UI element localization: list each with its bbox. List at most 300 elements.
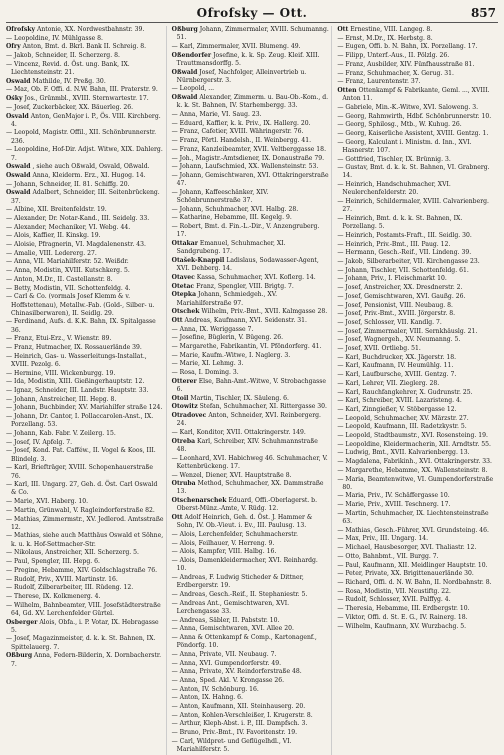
directory-entry xyxy=(6,113,164,129)
directory-entry xyxy=(6,61,164,77)
directory-entry xyxy=(337,319,496,327)
entry-details: — Josefine, Büglerin, V. Bügeng. 26. xyxy=(171,334,284,342)
entry-details: — Franz, Cafetier, XVIII. Währingerstr. 76. xyxy=(171,128,304,136)
entry-details: — Josef, Zimmermaler, VIII. Sernkhäuslg. 21. xyxy=(337,327,478,335)
directory-entry xyxy=(337,181,496,197)
entry-details: — Alexander, Mechaniker, VI. Webg. 44. xyxy=(6,223,131,231)
directory-entry xyxy=(172,352,330,360)
entry-details: Ernestine, VIII. Langeg. 8. xyxy=(350,26,433,33)
entry-details: — Karl, Laufbursche, XVIII. Gentzg. 7. xyxy=(337,371,457,379)
entry-details: — Franz, Hutmacher, IX. Rossauerlände 39. xyxy=(6,344,142,352)
entry-details: — Anna, Modistin, XVIII. Kutschkerg. 5. xyxy=(6,267,130,275)
entry-details: — Karl, Rauchfangkehrer, X. Gudrunstr. 25. xyxy=(337,388,473,396)
directory-entry xyxy=(6,232,164,240)
directory-entry xyxy=(337,371,496,379)
entry-details: — Michael, Hausbesorger, XVI. Thaliastr. 12. xyxy=(337,544,477,552)
directory-entry xyxy=(172,172,330,188)
entry-details: — Josef, XVII. Ortliebg. 51. xyxy=(337,345,421,353)
entry-surname: Otten xyxy=(337,86,357,94)
directory-entry xyxy=(337,389,496,397)
directory-entry xyxy=(6,652,164,668)
directory-entry xyxy=(337,614,496,622)
entry-details: — Marie, Priv., XVIII. Teschnerg. 17. xyxy=(337,501,451,509)
entry-details: — Anna, Private, VII. Neubaug. 7. xyxy=(171,650,277,658)
entry-details: Anton, GenMajor i. P., Ös. VIII. Kirchberg. 4. xyxy=(11,112,161,128)
entry-details: — Johann, Anstreicher, III. Hepg. 8. xyxy=(6,395,117,403)
directory-entry xyxy=(172,738,330,754)
directory-entry xyxy=(172,617,330,625)
entry-details: — Franz, Etui-Erz., V. Wienstr. 89. xyxy=(6,335,112,343)
directory-entry xyxy=(6,215,164,223)
entry-details: — Vincenz, Revid. d. Öst. ung. Bank, IX. Liechtensteinstr. 21. xyxy=(6,60,130,77)
directory-entry xyxy=(337,139,496,155)
entry-details: — Josef, Anstreicher, XX. Dresdnerstr. 2. xyxy=(337,284,463,292)
directory-entry xyxy=(172,369,330,377)
entry-details: — Johann, Schneider, II. 81. Schiffg. 20. xyxy=(6,180,130,188)
entry-details: — Leopold, ... xyxy=(171,85,215,93)
directory-entry xyxy=(172,155,330,163)
entry-details: — Marie, XI. Lehmg. 3. xyxy=(171,360,244,368)
entry-details: — Theresia, Hebamme, III. Erdbergstr. 10. xyxy=(337,605,470,613)
entry-details: — Leonhard, XVI. Habichweg 46. Schuhmacher, V. Kettenbrückeng. 17. xyxy=(171,454,328,470)
entry-details: — Leopoldine, Hof-Dir. Adjst. Witwe, XIX. Dahlerg. 7. xyxy=(6,146,163,162)
directory-entry xyxy=(337,284,496,292)
entry-details: — Anna, VII. Mariahilferstr. 52. Weißdr. xyxy=(6,258,129,266)
entry-details: — Peter, Private, XX. Brigittenauerlände 30. xyxy=(337,570,474,578)
directory-entry xyxy=(337,553,496,561)
directory-entry xyxy=(172,308,330,316)
directory-entry xyxy=(172,274,330,282)
entry-details: — Anton, Kaufmann, XII. Steinhauserg. 20. xyxy=(171,703,306,711)
directory-entry xyxy=(172,634,330,650)
directory-entry xyxy=(172,395,330,403)
entry-details: — Alois, Kampfer, VIII. Halbg. 16. xyxy=(171,548,277,556)
directory-entry xyxy=(172,378,330,394)
directory-entry xyxy=(172,257,330,273)
directory-entry xyxy=(337,328,496,336)
directory-entry xyxy=(172,291,330,307)
directory-entry xyxy=(6,146,164,162)
directory-entry xyxy=(337,345,496,353)
entry-details: Josef, Nachfolger, Alleinvertrieb u. Nürnbergerstr. 3. xyxy=(176,68,307,84)
entry-details: — Ludwig, Bmt., XVII. Kalvarienbergg. 13. xyxy=(337,449,470,457)
directory-entry xyxy=(6,549,164,557)
entry-details: — Josef, IV. Apfelg. 7. xyxy=(6,438,73,446)
entry-surname: Ott xyxy=(171,514,183,522)
directory-entry xyxy=(337,397,496,405)
entry-details: — Nikolaus, Anstreicher, XII. Scherzerg. 5. xyxy=(6,549,139,557)
entry-details: Alois, Obfa., i. P. Votar, IX. Hebragasse 5. xyxy=(11,618,159,634)
directory-entry xyxy=(172,403,330,411)
entry-details: — Eduard, Kaffier, k. k. Priv., IX. Hallerg. 20. xyxy=(171,119,311,127)
directory-entry xyxy=(6,498,164,506)
directory-entry xyxy=(6,43,164,51)
directory-entry xyxy=(172,686,330,694)
entry-details: — Leopold, Magistr. Offil., XII. Schönbrunnerstr. 236. xyxy=(6,129,157,145)
entry-details: Johann, Schmiedgeh., XV. Mariahilferstraße 97. xyxy=(176,291,278,307)
entry-details: Anton, Bmt. d. Bkrl. Bank II. Schreig. 8. xyxy=(22,43,147,51)
directory-entry xyxy=(6,163,164,171)
directory-entry xyxy=(337,432,496,440)
directory-entry xyxy=(6,567,164,575)
entry-surname: Oßendorfer xyxy=(171,51,212,59)
entry-surname: Otoil xyxy=(171,394,189,402)
entry-details: — Wilhelm, Bahnbeamter, VIII. Josefstädterstraße 64, Gd. XV. Lerchenfelder Gürtel. xyxy=(6,601,161,617)
directory-entry xyxy=(172,497,330,513)
entry-details: — Johann, Schuhmacher, XVI. Halbg. 28. xyxy=(171,205,299,213)
directory-entry xyxy=(172,283,330,291)
directory-entry xyxy=(6,532,164,548)
entry-details: — Marie, XVI. Haberg. 10. xyxy=(6,498,89,506)
entry-details: — Maria, Priv., IV. Schäffergasse 10. xyxy=(337,492,450,500)
directory-entry xyxy=(172,137,330,145)
entry-details: — Alois, Feilhauer, V. Herreng. 9. xyxy=(171,539,275,547)
entry-details: — Leopold, Kaufmann, III. Radetzkystr. 5. xyxy=(337,423,467,431)
entry-details: — Karl, III. Ungarg. 27, Geh. d. Öst. Carl Oswald & Co. xyxy=(6,481,158,497)
directory-entry xyxy=(172,94,330,110)
directory-entry xyxy=(6,507,164,515)
directory-entry xyxy=(337,241,496,249)
entry-details: Andreas, Kaufmann, XVI. Seidenstr. 31. xyxy=(184,316,307,324)
directory-entry xyxy=(172,651,330,659)
directory-entry xyxy=(337,293,496,301)
entry-surname: Oswald xyxy=(6,77,31,85)
directory-entry xyxy=(172,52,330,68)
entry-details: — Marie, Kaufm.-Witwe, I. Naglerg. 3. xyxy=(171,351,291,359)
directory-entry xyxy=(337,588,496,596)
entry-details: — Rudolf, Schlosser, XVII. Palffyg. 4. xyxy=(337,596,451,604)
entry-details: — Josef, Wagnergeh., XV. Neumanng. 5. xyxy=(337,336,461,344)
directory-entry xyxy=(172,343,330,351)
directory-entry xyxy=(337,579,496,587)
entry-details: — Viktor, Offi. d. St. E. G., IV. Rainerg. 18. xyxy=(337,613,468,621)
directory-entry xyxy=(337,605,496,613)
directory-entry xyxy=(337,535,496,543)
entry-details: — Georg, Rahmwirth, Hdbf. Schönbrunnerstr. 10. xyxy=(337,112,492,120)
directory-entry xyxy=(172,729,330,737)
directory-entry xyxy=(6,26,164,34)
entry-details: — Johann, Kaffeeschänker, XIV. Schönbrunnerstraße 37. xyxy=(171,188,269,205)
entry-details: — Eugen, Offi. b. N. Bahn, IX. Porzellang. 17. xyxy=(337,43,478,51)
entry-details: — Carl & Co. (vormals Josef Klemm & v. Hoffstettenau), Metallw.-Fab. (Gold-, Silber- u. Chinasilberwaren), II. Seidlg. 29. xyxy=(6,293,155,317)
entry-surname: Ofry xyxy=(6,43,21,51)
entry-surname: Ottakar xyxy=(171,240,198,248)
entry-details: Antonie, XX. Nordwestbahnstr. 39. xyxy=(36,26,145,33)
entry-details: — Leopoldine, IV. Mühlgasse 8. xyxy=(6,34,103,42)
directory-entry xyxy=(172,455,330,471)
directory-entry xyxy=(172,85,330,93)
directory-entry xyxy=(6,129,164,145)
entry-details: — Gabriele, Min.-K.-Witwe, XVI. Saloweng. 3. xyxy=(337,103,479,111)
entry-details: — Karl, Lehrer, VII. Zieglerg. 28. xyxy=(337,379,440,387)
entry-details: Johann, Zimmermaler, XVIII. Schumanng. 51. xyxy=(176,26,329,42)
entry-details: — Josef, Zuckerbäcker, XX. Bäuerleg. 26. xyxy=(6,103,134,111)
directory-entry xyxy=(172,720,330,728)
entry-details: — Ferdinand, Aufs. d. K.K. Bahn, IX. Spitalgasse 36. xyxy=(6,318,156,334)
entry-details: — Anna, Private, XV. Reindorferstraße 48. xyxy=(171,668,302,676)
directory-entry xyxy=(172,472,330,480)
entry-details: — Leopold, Stadtbaumstr., XVI. Rosensteing. 19. xyxy=(337,432,488,440)
entry-details: Franz, Spengler, VIII. Brigtg. 7. xyxy=(196,282,294,290)
entry-details: — Rosa, I. Doming. 3. xyxy=(171,369,239,377)
entry-details: — Paul, Spengler, III. Hepg. 6. xyxy=(6,558,100,566)
entry-details: — Georg, Kaiserliche Assistent, XVIII. Gentzg. 1. xyxy=(337,129,489,137)
entry-details: — Anton, Kohlen-Verschleißer, I. Krugerstr. 8. xyxy=(171,711,313,719)
directory-entry xyxy=(6,276,164,284)
directory-entry xyxy=(6,318,164,334)
entry-details: Else, Bahn-Amt.-Witwe, V. Strobachgasse 6. xyxy=(176,377,326,394)
directory-entry xyxy=(6,516,164,532)
directory-entry xyxy=(6,344,164,352)
directory-entry xyxy=(172,26,330,42)
directory-entry xyxy=(172,660,330,668)
directory-entry xyxy=(172,360,330,368)
directory-entry xyxy=(337,121,496,129)
directory-entry xyxy=(6,172,164,180)
directory-entry xyxy=(6,464,164,480)
entry-details: — Karl, Briefträger, XVIII. Schopenhauerstraße 76. xyxy=(6,464,154,480)
directory-entry xyxy=(337,198,496,214)
entry-details: — Andreas, Gesch.-Reif., II. Stephaniestr. 5. xyxy=(171,590,308,598)
entry-details: — Rosa, Modistin, VII. Neustiftg. 22. xyxy=(337,587,451,595)
entry-details: — Filipp, Unterf.-Aus., II. Pölzlg. 26. xyxy=(337,52,450,60)
entry-details: — Franz, Laurentenstr. 37. xyxy=(337,78,421,86)
entry-details: Alexander, Zimmerm. u. Bau-Ob.-Kom., d. k. k. St. Bahnen, IV. Starhembergg. 33. xyxy=(176,94,329,110)
directory-entry xyxy=(6,370,164,378)
directory-entry xyxy=(337,458,496,466)
directory-entry xyxy=(6,481,164,497)
entry-details: — Ernst, M.Dr., IX. Herbstg. 8. xyxy=(337,34,433,42)
directory-entry xyxy=(172,712,330,720)
entry-details: — Martin, Grünwabl, V. Ragleindorferstraße 82. xyxy=(6,506,155,514)
directory-columns xyxy=(6,26,498,754)
entry-details: Adolf Heinrich, Geh. d. Öst. J. Hammer & Sohn, IV. Ob.-Vieut. i. Ev., III. Paulusg. 13. xyxy=(176,514,313,530)
directory-entry xyxy=(337,623,496,631)
entry-details: — Katharine, Hebamme, III. Kegelg. 9. xyxy=(171,214,292,222)
directory-entry xyxy=(6,181,164,189)
entry-surname: Oswald xyxy=(6,189,31,197)
entry-details: — Anton, IV. Schönburg. 16. xyxy=(171,685,259,693)
entry-details: Ottenkampf & Fabrikante, Geml. ..., XVIII. Anton 11. xyxy=(342,86,490,103)
directory-entry xyxy=(337,52,496,60)
entry-details: — Franz, Pörtl. Handelsh., II. Weinbergg. 41. xyxy=(171,137,312,145)
entry-surname: Ofrofsky xyxy=(6,26,36,33)
page-number: 857 xyxy=(470,6,496,20)
entry-surname: Ott xyxy=(171,316,183,324)
directory-entry xyxy=(6,413,164,429)
entry-details: — Margarethe, Hebamme, XX. Wallensteinstr. 8. xyxy=(337,466,488,474)
entry-details: Martin, Tischler, IX. Säuleng. 6. xyxy=(190,394,289,402)
entry-details: — Richard, Offi. d. N. W. Bahn, II. Nordbahnstr. 8. xyxy=(337,579,492,586)
entry-details: — Franz, Kanzleibeamter, XVII. Veltberggasse 18. xyxy=(171,145,327,153)
directory-entry xyxy=(172,146,330,154)
directory-entry xyxy=(172,240,330,256)
entry-details: — Anton, IX. Hahng. 6. xyxy=(171,694,243,702)
directory-entry xyxy=(6,387,164,395)
entry-details: Jos., Grünmbl., XVIII. Sternwartestr. 17. xyxy=(24,95,149,103)
directory-entry xyxy=(6,602,164,618)
entry-details: — Jakob, Schneider, II. Scherzerg. 8. xyxy=(6,52,120,60)
entry-details: — Gottfried, Tischler, IX. Brünnig. 3. xyxy=(337,155,451,163)
entry-surname: Oßburg xyxy=(6,652,33,660)
entry-details: — Anna, IX. Weriggasse 7. xyxy=(171,325,254,333)
entry-surname: Oswald xyxy=(6,171,31,179)
entry-details: — Carl, Wildpret- und Geflügelhdl., VI. Mariahilferstr. 5. xyxy=(171,737,292,754)
entry-surname: Otradovec xyxy=(171,412,207,420)
entry-details: — Rudolf, Zilberarbeiter, III. Rüdeng. 12. xyxy=(6,584,134,592)
entry-surname: Otowitz xyxy=(171,403,198,411)
entry-details: Anna, Kleiderm. Erz., XI. Hugog. 14. xyxy=(32,171,146,179)
entry-details: — Karl, Schreiber, XVIII. Lazaristeng. 4. xyxy=(337,397,462,405)
running-head: Ofrofsky — Ott. xyxy=(196,6,308,20)
entry-details: — Bruno, Priv.-Bmt., IV. Favoritenstr. 19. xyxy=(171,729,298,737)
directory-entry xyxy=(337,104,496,112)
entry-details: — Anna, Sped. Akl. V. Krongasse 26. xyxy=(171,676,285,684)
entry-details: — Josef, Pensionist, VIII. Neubaug. 8. xyxy=(337,301,453,309)
entry-details: — Andreas, F. Ludwig Sticheder & Dittner, Erdbergerstr. 19. xyxy=(171,574,304,590)
entry-details: — Josef, Gemischtwaren, XVI. Gaußg. 26. xyxy=(337,292,466,300)
directory-entry xyxy=(172,438,330,454)
entry-details: — Magdalena, Fabrikinh., XVI. Ottakringerstr. 33. xyxy=(337,458,492,466)
entry-details: — Hermann, Gesch.-Reif., VII. Lindeng. 39. xyxy=(337,249,472,257)
entry-surname: Oßwald xyxy=(171,68,198,76)
directory-entry xyxy=(172,214,330,222)
entry-details: — Ignaz, Schneider, III. Landstr. Hauptstr. 33. xyxy=(6,387,149,395)
entry-details: — Pregine, Hebamme, XIV. Goldschlagstraße 76. xyxy=(6,566,158,574)
entry-details: — Johann, Priv., I. Fleischmarkt 10. xyxy=(337,275,447,283)
entry-details: Stefan, Schuhmacher, XI. Rittergasse 30. xyxy=(199,403,327,411)
entry-details: — Heinrich, Priv.-Bmt., III. Paug. 12. xyxy=(337,240,451,248)
directory-entry xyxy=(337,258,496,266)
entry-details: — Johann, Gemischtwaren, XVI. Ottakringerstraße 47. xyxy=(171,171,329,188)
entry-surname: Otavec xyxy=(171,273,195,281)
directory-entry xyxy=(6,558,164,566)
entry-surname: Otterer xyxy=(171,377,197,385)
directory-entry xyxy=(6,447,164,463)
entry-details: — Anton, M.Dr., II. Castellanstr. 8. xyxy=(6,275,113,283)
directory-entry xyxy=(172,223,330,239)
entry-details: — Johann, Kab. Fabr. V. Zeilerg. 15. xyxy=(6,430,116,438)
directory-entry xyxy=(172,574,330,590)
entry-details: — Aloisie, Pfragnerin, VI. Magdalenenstr. 43. xyxy=(6,241,146,249)
directory-entry xyxy=(337,380,496,388)
column-3 xyxy=(337,26,498,755)
directory-entry xyxy=(337,441,496,449)
entry-details: — Alois, Lerchenfelder, Schuhmacherstr. xyxy=(171,530,298,538)
directory-entry xyxy=(337,423,496,431)
directory-entry xyxy=(6,584,164,592)
entry-details: — Anna, Gemischtwaren, XVI. Allee 20. xyxy=(171,625,294,633)
entry-surname: Otašek-Knappil xyxy=(171,256,225,264)
entry-details: — Therese, IX. Kolkmenerg. 4. xyxy=(6,592,101,600)
directory-entry xyxy=(337,232,496,240)
entry-details: Anna, Federn-Bilderin, X. Dornbacherstr. 7. xyxy=(11,652,162,668)
entry-details: — Karl, Kaufmann, IV. Heumühlg. 11. xyxy=(337,362,454,370)
directory-entry xyxy=(172,163,330,171)
column-1 xyxy=(6,26,167,755)
directory-entry xyxy=(337,249,496,257)
directory-entry xyxy=(337,510,496,526)
directory-entry xyxy=(6,258,164,266)
entry-details: — Johann, Buchbinder, XV. Mariahilfer straße 124. xyxy=(6,404,163,412)
entry-details: — Karl, Zimmermaler, XVII. Blumeng. 49. xyxy=(171,42,301,50)
entry-details: — Heinrich, Gas- u. Wasserleitungs-Installat., XVIII. Pezolg. 6. xyxy=(6,352,147,368)
entry-details: Emanuel, Schuhmacher, XI. Sandgrubeng. 17. xyxy=(176,240,286,256)
entry-details: — Max, Priv., III. Ungarg. 14. xyxy=(337,535,429,543)
entry-details: — Heinrich, Postamts-Fraft., III. Seidlg. 30. xyxy=(337,231,472,239)
directory-entry xyxy=(337,406,496,414)
directory-entry xyxy=(172,111,330,119)
entry-surname: Otschek xyxy=(171,308,200,316)
entry-details: — Mathias, siehe auch Matthäus Oswald et Söhne, k. u. k. Hof-Settmacher-Str. xyxy=(6,532,164,548)
directory-entry xyxy=(337,354,496,362)
entry-surname: Oswald xyxy=(6,163,31,171)
entry-details: Kassa, Schuhmacher, XVI. Koflerg. 14. xyxy=(196,273,316,281)
directory-entry xyxy=(337,26,496,34)
directory-entry xyxy=(337,87,496,103)
entry-details: — Alexander, Dr. Notar-Kand., III. Seidelg. 33. xyxy=(6,214,150,222)
directory-entry xyxy=(337,43,496,51)
entry-details: — Paul, Kaufmann, XII. Meidlinger Hauptstr. 10. xyxy=(337,561,488,569)
directory-entry xyxy=(172,694,330,702)
directory-entry xyxy=(172,677,330,685)
entry-details: — Alois, Damenkleidermacher, XVI. Reinhardg. 10. xyxy=(171,557,318,573)
entry-details: — Josef, Magazinmeister, d. k. k. St. Bahnen, IX. Spittelauerg. 7. xyxy=(6,635,156,651)
directory-entry xyxy=(337,336,496,344)
directory-entry xyxy=(172,480,330,496)
directory-entry xyxy=(6,593,164,601)
directory-entry xyxy=(6,95,164,103)
entry-details: Ladislaus, Sodawasser-Agent, XVI. Dehberg. 14. xyxy=(176,256,319,273)
entry-surname: Oßburg xyxy=(171,26,198,33)
directory-entry xyxy=(337,570,496,578)
directory-entry xyxy=(6,52,164,60)
directory-entry xyxy=(337,267,496,275)
entry-details: — Leopoldine, Kleidermacherin, XII. Arndtstr. 55. xyxy=(337,440,491,448)
directory-entry xyxy=(172,668,330,676)
directory-entry xyxy=(6,396,164,404)
entry-details: — Karl, Konditor, XVII. Ottakringerstr. 149. xyxy=(171,429,306,437)
entry-details: Method, Schuhmacher, XX. Dammstraße 13. xyxy=(176,480,324,496)
directory-entry xyxy=(6,635,164,651)
entry-details: — Ida, Modistin, XIII. Gießingerhauptstr. 12. xyxy=(6,378,145,386)
entry-details: — Josef, Priv.-Bmt., XVIII. Jörgerstr. 8. xyxy=(337,310,456,318)
directory-entry xyxy=(172,326,330,334)
entry-details: , siehe auch Oßwald, Osvald, Oßwald. xyxy=(32,163,150,171)
directory-entry xyxy=(172,334,330,342)
directory-entry xyxy=(337,78,496,86)
entry-details: — Johann, Laufschmied, XX. Wallensteinstr. 53. xyxy=(171,163,319,171)
entry-details: Adalbert, Schneider, III. Seitenbrückeng. 37. xyxy=(11,189,160,205)
directory-entry xyxy=(172,600,330,616)
entry-details: Josefine, k. k. Sp. Zeug. Kleif. XIII. Trauttmansdorffg. 5. xyxy=(176,51,320,67)
entry-details: — Anna & Ottenkampf & Comp., Kartonagenf., Pöndorfg. 10. xyxy=(171,633,317,650)
directory-entry xyxy=(172,557,330,573)
entry-details: — Leopold, Schuhmacher, XV. Märzstr. 27. xyxy=(337,414,469,422)
entry-details: — Amalie, VIII. Ledererg. 27. xyxy=(6,249,97,257)
directory-entry xyxy=(6,35,164,43)
directory-entry xyxy=(172,540,330,548)
directory-entry xyxy=(6,430,164,438)
directory-entry xyxy=(6,224,164,232)
directory-entry xyxy=(337,302,496,310)
directory-entry xyxy=(337,275,496,283)
entry-details: — Arthur, Kleph-Abst. i. P., III. Dampfsch. 3. xyxy=(171,720,308,728)
entry-surname: Ott xyxy=(337,26,349,33)
entry-details: — Gustav, Bmt. d. k. k. St. Bahnen, VI. Grabnerg. 14. xyxy=(337,164,490,180)
entry-details: Mathilde, IV. Preßg. 30. xyxy=(32,77,106,85)
directory-entry xyxy=(6,576,164,584)
